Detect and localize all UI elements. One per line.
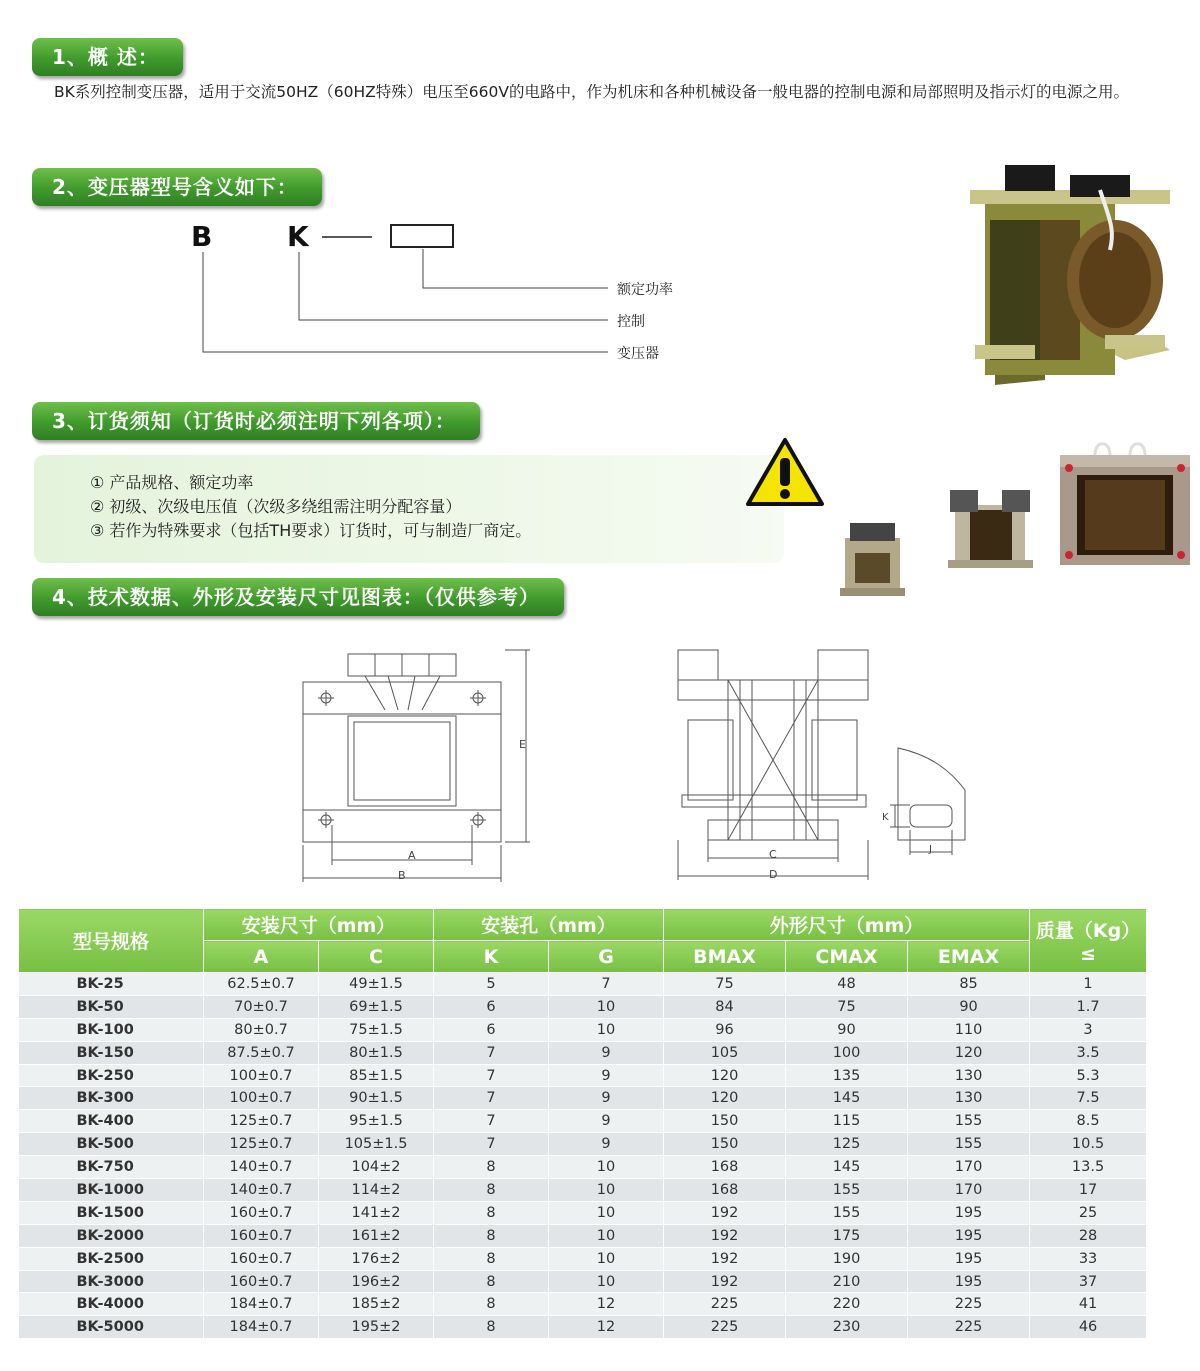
cell-c: 75±1.5 [319, 1018, 434, 1041]
cell-a: 100±0.7 [204, 1087, 319, 1110]
cell-weight: 37 [1030, 1270, 1147, 1293]
cell-a: 184±0.7 [204, 1293, 319, 1316]
cell-g: 10 [549, 1270, 664, 1293]
table-row [19, 1247, 1147, 1270]
cell-model: BK-300 [19, 1087, 204, 1110]
cell-bmax: 84 [664, 995, 786, 1018]
table-row [19, 1156, 1147, 1179]
cell-a: 160±0.7 [204, 1247, 319, 1270]
cell-weight: 41 [1030, 1293, 1147, 1316]
cell-weight: 8.5 [1030, 1110, 1147, 1133]
table-row [19, 1293, 1147, 1316]
cell-model: BK-150 [19, 1041, 204, 1064]
cell-weight: 25 [1030, 1201, 1147, 1224]
cell-k: 7 [434, 1064, 549, 1087]
cell-cmax: 155 [786, 1201, 908, 1224]
cell-g: 9 [549, 1133, 664, 1156]
table-row [19, 1041, 1147, 1064]
cell-bmax: 168 [664, 1179, 786, 1202]
cell-cmax: 145 [786, 1087, 908, 1110]
cell-bmax: 192 [664, 1224, 786, 1247]
overview-text: BK系列控制变压器，适用于交流50HZ（60HZ特殊）电压至660V的电路中，作为机床和各种机械设备一般电器的控制电源和局部照明及指示灯的电源之用。 [54, 83, 1129, 101]
cell-g: 9 [549, 1064, 664, 1087]
cell-emax: 225 [908, 1316, 1030, 1339]
section-title-model-meaning: 2、变压器型号含义如下： [32, 168, 322, 206]
cell-cmax: 230 [786, 1316, 908, 1339]
cell-a: 140±0.7 [204, 1156, 319, 1179]
cell-model: BK-2500 [19, 1247, 204, 1270]
spec-table [18, 908, 1147, 1339]
cell-cmax: 190 [786, 1247, 908, 1270]
cell-g: 9 [549, 1110, 664, 1133]
cell-k: 8 [434, 1156, 549, 1179]
cell-emax: 155 [908, 1110, 1030, 1133]
spec-table-body [19, 973, 1147, 1339]
cell-weight: 33 [1030, 1247, 1147, 1270]
cell-cmax: 100 [786, 1041, 908, 1064]
cell-emax: 120 [908, 1041, 1030, 1064]
cell-cmax: 115 [786, 1110, 908, 1133]
cell-cmax: 48 [786, 973, 908, 996]
transformer-photo-small [835, 518, 907, 600]
cell-model: BK-4000 [19, 1293, 204, 1316]
cell-g: 10 [549, 1179, 664, 1202]
cell-g: 7 [549, 973, 664, 996]
table-row [19, 1064, 1147, 1087]
section-title-order-notice: 3、订货须知（订货时必须注明下列各项）： [32, 402, 480, 440]
cell-weight: 1.7 [1030, 995, 1147, 1018]
cell-a: 160±0.7 [204, 1201, 319, 1224]
dim-label-a: A [408, 849, 416, 862]
cell-emax: 155 [908, 1133, 1030, 1156]
table-row [19, 1179, 1147, 1202]
cell-bmax: 192 [664, 1270, 786, 1293]
cell-a: 160±0.7 [204, 1270, 319, 1293]
cell-weight: 3 [1030, 1018, 1147, 1041]
header-mount-size: 安装尺寸（mm） [204, 909, 434, 941]
cell-c: 69±1.5 [319, 995, 434, 1018]
cell-cmax: 155 [786, 1179, 908, 1202]
cell-emax: 130 [908, 1064, 1030, 1087]
cell-c: 80±1.5 [319, 1041, 434, 1064]
cell-weight: 13.5 [1030, 1156, 1147, 1179]
cell-bmax: 75 [664, 973, 786, 996]
cell-c: 161±2 [319, 1224, 434, 1247]
cell-weight: 5.3 [1030, 1064, 1147, 1087]
cell-emax: 195 [908, 1201, 1030, 1224]
cell-c: 90±1.5 [319, 1087, 434, 1110]
cell-model: BK-5000 [19, 1316, 204, 1339]
code-letter-k: K [287, 220, 309, 253]
header-k: K [434, 941, 549, 973]
cell-weight: 7.5 [1030, 1087, 1147, 1110]
cell-emax: 170 [908, 1156, 1030, 1179]
cell-k: 7 [434, 1133, 549, 1156]
cell-cmax: 135 [786, 1064, 908, 1087]
cell-cmax: 210 [786, 1270, 908, 1293]
header-a: A [204, 941, 319, 973]
table-row [19, 1018, 1147, 1041]
cell-c: 85±1.5 [319, 1064, 434, 1087]
cell-g: 12 [549, 1293, 664, 1316]
cell-g: 10 [549, 1018, 664, 1041]
warning-icon [745, 436, 825, 508]
transformer-photo-medium [940, 485, 1035, 575]
transformer-photo-large [965, 160, 1180, 395]
header-weight-sub: ≤ [1080, 943, 1096, 965]
cell-c: 105±1.5 [319, 1133, 434, 1156]
cell-weight: 3.5 [1030, 1041, 1147, 1064]
cell-k: 8 [434, 1201, 549, 1224]
cell-model: BK-3000 [19, 1270, 204, 1293]
cell-bmax: 192 [664, 1201, 786, 1224]
cell-weight: 28 [1030, 1224, 1147, 1247]
cell-c: 104±2 [319, 1156, 434, 1179]
cell-model: BK-50 [19, 995, 204, 1018]
section-title-tech-data: 4、技术数据、外形及安装尺寸见图表：（仅供参考） [32, 578, 564, 616]
header-g: G [549, 941, 664, 973]
cell-bmax: 225 [664, 1293, 786, 1316]
cell-model: BK-250 [19, 1064, 204, 1087]
cell-c: 141±2 [319, 1201, 434, 1224]
cell-bmax: 120 [664, 1087, 786, 1110]
header-bmax: BMAX [664, 941, 786, 973]
cell-emax: 195 [908, 1224, 1030, 1247]
cell-c: 195±2 [319, 1316, 434, 1339]
table-row [19, 973, 1147, 996]
cell-emax: 170 [908, 1179, 1030, 1202]
header-mount-hole: 安装孔（mm） [434, 909, 664, 941]
table-row [19, 1087, 1147, 1110]
header-outline: 外形尺寸（mm） [664, 909, 1030, 941]
dim-label-e: E [519, 738, 526, 751]
outline-drawing [290, 640, 990, 890]
dim-label-j: J [929, 844, 932, 855]
cell-a: 87.5±0.7 [204, 1041, 319, 1064]
cell-a: 70±0.7 [204, 995, 319, 1018]
cell-g: 10 [549, 1201, 664, 1224]
cell-a: 184±0.7 [204, 1316, 319, 1339]
cell-weight: 1 [1030, 973, 1147, 996]
label-rated-power: 额定功率 [617, 282, 673, 298]
header-cmax: CMAX [786, 941, 908, 973]
cell-emax: 195 [908, 1270, 1030, 1293]
cell-k: 8 [434, 1224, 549, 1247]
cell-model: BK-1000 [19, 1179, 204, 1202]
table-row [19, 1224, 1147, 1247]
cell-bmax: 168 [664, 1156, 786, 1179]
table-row [19, 1201, 1147, 1224]
code-letter-b: B [191, 220, 213, 253]
cell-k: 8 [434, 1247, 549, 1270]
header-c: C [319, 941, 434, 973]
cell-g: 9 [549, 1041, 664, 1064]
cell-model: BK-500 [19, 1133, 204, 1156]
cell-cmax: 145 [786, 1156, 908, 1179]
cell-emax: 130 [908, 1087, 1030, 1110]
header-weight [1030, 909, 1147, 973]
cell-k: 7 [434, 1087, 549, 1110]
order-item-2: ② 初级、次级电压值（次级多绕组需注明分配容量） [90, 497, 462, 516]
dim-label-c: C [769, 848, 777, 861]
header-emax: EMAX [908, 941, 1030, 973]
cell-a: 125±0.7 [204, 1133, 319, 1156]
cell-g: 10 [549, 1156, 664, 1179]
cell-c: 114±2 [319, 1179, 434, 1202]
cell-model: BK-25 [19, 973, 204, 996]
cell-weight: 17 [1030, 1179, 1147, 1202]
cell-g: 9 [549, 1087, 664, 1110]
cell-k: 7 [434, 1041, 549, 1064]
cell-cmax: 75 [786, 995, 908, 1018]
model-code-diagram [0, 0, 700, 370]
cell-emax: 110 [908, 1018, 1030, 1041]
section-title-overview: 1、概 述： [32, 38, 183, 76]
table-row [19, 995, 1147, 1018]
header-model: 型号规格 [19, 909, 204, 973]
cell-emax: 85 [908, 973, 1030, 996]
table-row [19, 1133, 1147, 1156]
table-row [19, 1110, 1147, 1133]
cell-emax: 90 [908, 995, 1030, 1018]
order-item-3: ③ 若作为特殊要求（包括TH要求）订货时，可与制造厂商定。 [90, 521, 532, 540]
cell-weight: 10.5 [1030, 1133, 1147, 1156]
cell-k: 5 [434, 973, 549, 996]
cell-cmax: 220 [786, 1293, 908, 1316]
cell-cmax: 90 [786, 1018, 908, 1041]
label-transformer: 变压器 [617, 346, 659, 362]
cell-model: BK-1500 [19, 1201, 204, 1224]
transformer-photo-open [1055, 435, 1195, 570]
cell-g: 10 [549, 1247, 664, 1270]
cell-k: 8 [434, 1179, 549, 1202]
cell-k: 7 [434, 1110, 549, 1133]
cell-bmax: 192 [664, 1247, 786, 1270]
cell-g: 10 [549, 1224, 664, 1247]
cell-bmax: 96 [664, 1018, 786, 1041]
cell-bmax: 225 [664, 1316, 786, 1339]
cell-g: 12 [549, 1316, 664, 1339]
cell-model: BK-400 [19, 1110, 204, 1133]
cell-cmax: 175 [786, 1224, 908, 1247]
dim-label-b: B [398, 869, 406, 882]
cell-bmax: 105 [664, 1041, 786, 1064]
cell-a: 80±0.7 [204, 1018, 319, 1041]
cell-k: 8 [434, 1270, 549, 1293]
cell-a: 160±0.7 [204, 1224, 319, 1247]
cell-model: BK-2000 [19, 1224, 204, 1247]
cell-bmax: 120 [664, 1064, 786, 1087]
cell-model: BK-100 [19, 1018, 204, 1041]
order-item-1: ① 产品规格、额定功率 [90, 473, 254, 492]
cell-bmax: 150 [664, 1133, 786, 1156]
cell-c: 196±2 [319, 1270, 434, 1293]
cell-c: 95±1.5 [319, 1110, 434, 1133]
dim-label-k: K [882, 812, 889, 823]
cell-k: 8 [434, 1316, 549, 1339]
cell-a: 62.5±0.7 [204, 973, 319, 996]
dim-label-d: D [769, 868, 778, 881]
cell-c: 49±1.5 [319, 973, 434, 996]
cell-c: 176±2 [319, 1247, 434, 1270]
cell-emax: 225 [908, 1293, 1030, 1316]
cell-k: 6 [434, 1018, 549, 1041]
cell-weight: 46 [1030, 1316, 1147, 1339]
cell-k: 8 [434, 1293, 549, 1316]
cell-cmax: 125 [786, 1133, 908, 1156]
table-row [19, 1270, 1147, 1293]
cell-emax: 195 [908, 1247, 1030, 1270]
cell-k: 6 [434, 995, 549, 1018]
cell-a: 140±0.7 [204, 1179, 319, 1202]
cell-bmax: 150 [664, 1110, 786, 1133]
cell-g: 10 [549, 995, 664, 1018]
cell-a: 100±0.7 [204, 1064, 319, 1087]
table-row [19, 1316, 1147, 1339]
header-weight-label: 质量（Kg） [1035, 920, 1141, 942]
cell-a: 125±0.7 [204, 1110, 319, 1133]
label-control: 控制 [617, 314, 645, 330]
cell-model: BK-750 [19, 1156, 204, 1179]
cell-c: 185±2 [319, 1293, 434, 1316]
